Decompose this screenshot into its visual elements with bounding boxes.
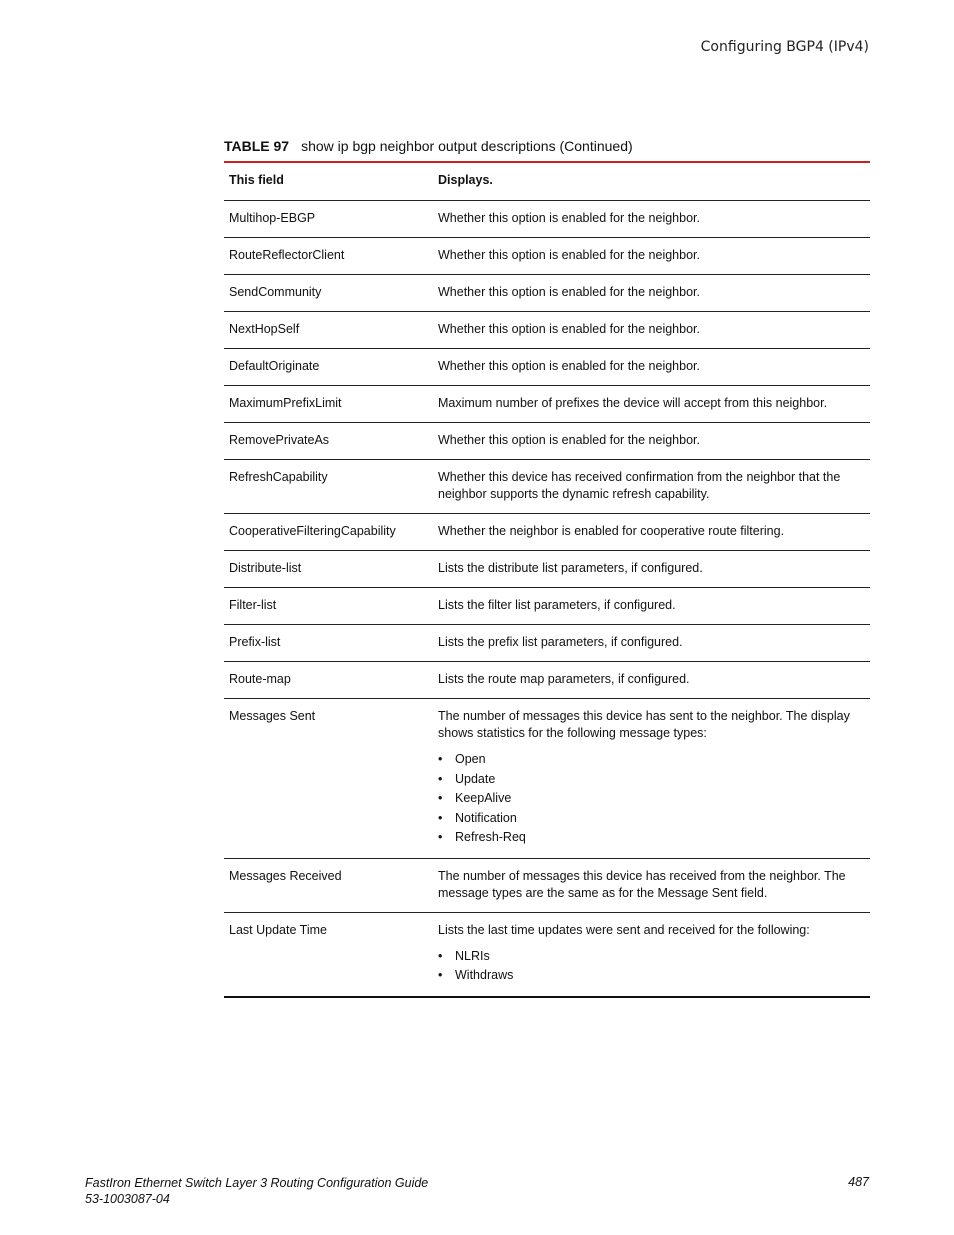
field-name-cell: CooperativeFilteringCapability	[229, 524, 396, 538]
table-row	[224, 662, 870, 699]
table-body	[224, 201, 870, 998]
field-name-cell: SendCommunity	[229, 285, 322, 299]
table-row	[224, 588, 870, 625]
description-cell	[438, 634, 870, 651]
table-row	[224, 312, 870, 349]
description-text: Lists the distribute list parameters, if configured.	[438, 561, 703, 575]
bullet-item: • Withdraws	[438, 966, 862, 986]
table-row	[224, 349, 870, 386]
field-name-cell: Messages Received	[229, 868, 342, 883]
description-text: Lists the last time updates were sent and received for the following:	[438, 922, 810, 937]
description-text: Whether the neighbor is enabled for cooperative route filtering.	[438, 524, 785, 538]
description-cell	[438, 597, 870, 614]
table-row	[224, 913, 870, 998]
field-name-cell: RouteReflectorClient	[229, 248, 345, 262]
page-number: 487	[848, 1175, 869, 1189]
description-cell	[438, 922, 870, 986]
description-text: Lists the route map parameters, if configured.	[438, 672, 690, 686]
bullet-item: • Notification	[438, 809, 862, 829]
table-number: TABLE 97	[224, 138, 290, 154]
description-text: Whether this option is enabled for the neighbor.	[438, 211, 700, 225]
description-cell	[438, 247, 870, 264]
field-name-cell: Filter-list	[229, 598, 277, 612]
table-row	[224, 699, 870, 859]
description-cell	[438, 469, 870, 503]
description-text: Whether this option is enabled for the neighbor.	[438, 322, 700, 336]
description-cell	[438, 432, 870, 449]
description-cell	[438, 395, 870, 412]
field-name-cell: Route-map	[229, 672, 291, 686]
description-cell	[438, 210, 870, 227]
document-number: 53-1003087-04	[85, 1192, 170, 1206]
column-header-displays: Displays.	[438, 173, 493, 187]
bullet-item: • Open	[438, 750, 862, 770]
field-name-cell: RefreshCapability	[229, 470, 328, 484]
table-row	[224, 275, 870, 312]
field-name-cell: Distribute-list	[229, 561, 302, 575]
table-caption	[224, 138, 870, 163]
field-name-cell: Multihop-EBGP	[229, 211, 316, 225]
bullet-item: • NLRIs	[438, 947, 862, 967]
table-title: show ip bgp neighbor output descriptions (Continued)	[301, 138, 633, 154]
description-cell	[438, 358, 870, 375]
description-text: Whether this device has received confirmation from the neighbor that the neighbor supports the dynamic refresh capability.	[438, 470, 841, 501]
table-row	[224, 514, 870, 551]
bullet-list	[438, 947, 862, 986]
footer-left	[85, 1175, 428, 1207]
description-text: Maximum number of prefixes the device will accept from this neighbor.	[438, 396, 828, 410]
description-text: The number of messages this device has received from the neighbor. The message types are the same as for the Message Sent field.	[438, 868, 846, 900]
field-name-cell: NextHopSelf	[229, 322, 300, 336]
table-row	[224, 859, 870, 913]
table-row	[224, 386, 870, 423]
table-row	[224, 423, 870, 460]
description-cell	[438, 523, 870, 540]
field-name-cell: DefaultOriginate	[229, 359, 320, 373]
description-cell	[438, 284, 870, 301]
table-row	[224, 238, 870, 275]
description-text: Whether this option is enabled for the neighbor.	[438, 359, 700, 373]
description-cell	[438, 868, 870, 902]
bullet-item: • Refresh-Req	[438, 828, 862, 848]
description-text: Lists the prefix list parameters, if configured.	[438, 635, 683, 649]
field-name-cell: Messages Sent	[229, 709, 316, 723]
description-cell	[438, 321, 870, 338]
table-row	[224, 551, 870, 588]
table-row	[224, 201, 870, 238]
description-text: Whether this option is enabled for the neighbor.	[438, 248, 700, 262]
bullet-list	[438, 750, 862, 848]
bullet-item: • KeepAlive	[438, 789, 862, 809]
description-text: Lists the filter list parameters, if configured.	[438, 598, 676, 612]
table-row	[224, 460, 870, 514]
description-cell	[438, 671, 870, 688]
description-text: Whether this option is enabled for the neighbor.	[438, 433, 700, 447]
description-cell	[438, 708, 870, 848]
guide-title: FastIron Ethernet Switch Layer 3 Routing Configuration Guide	[85, 1176, 429, 1190]
column-header-field: This field	[229, 173, 284, 187]
description-text: The number of messages this device has sent to the neighbor. The display shows statistics for the following message types:	[438, 709, 850, 740]
output-descriptions-table	[224, 163, 870, 998]
field-name-cell: Prefix-list	[229, 635, 281, 649]
field-name-cell: MaximumPrefixLimit	[229, 396, 342, 410]
field-name-cell: RemovePrivateAs	[229, 433, 330, 447]
field-name-cell: Last Update Time	[229, 922, 327, 937]
running-header: Configuring BGP4 (IPv4)	[700, 39, 869, 55]
table-header-row	[224, 163, 870, 201]
description-text: Whether this option is enabled for the neighbor.	[438, 285, 700, 299]
table-row	[224, 625, 870, 662]
description-cell	[438, 560, 870, 577]
bullet-item: • Update	[438, 770, 862, 790]
